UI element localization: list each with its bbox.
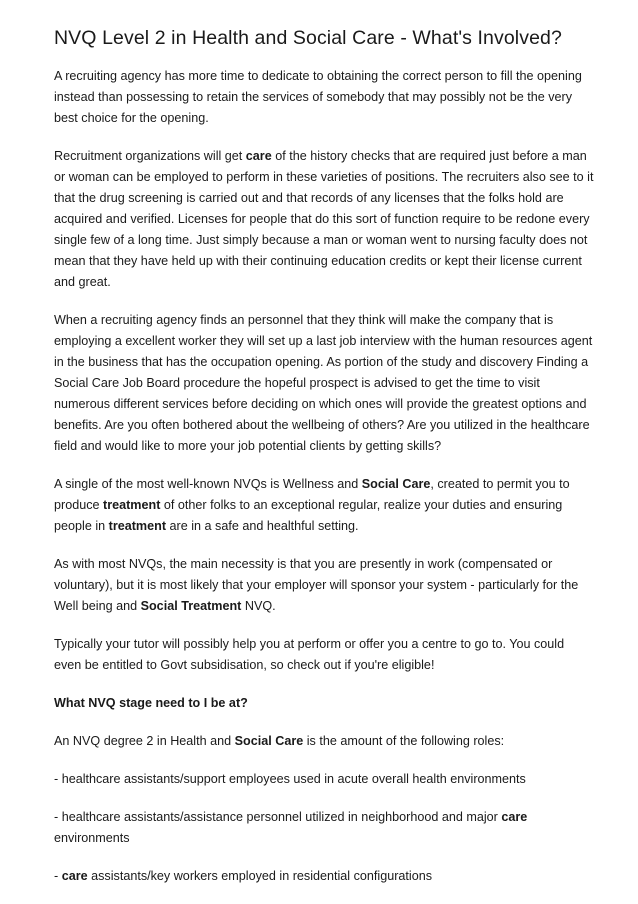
bold-text-run: care (245, 149, 272, 163)
text-run: are in a safe and healthful setting. (166, 519, 359, 533)
list-item-neighborhood-care (54, 807, 594, 849)
bold-text-run: care (501, 810, 528, 824)
bold-text-run: Social Care (361, 477, 431, 491)
text-run: A single of the most well-known NVQs is Wellness and (54, 477, 362, 491)
text-run: - healthcare assistants/assistance personnel utilized in neighborhood and major (54, 810, 502, 824)
text-run: - (54, 869, 62, 883)
paragraph-3: When a recruiting agency finds an personnel that they think will make the company that is employing a excellent worker they will set up a last job interview with the human resources agent in the business that has the occupation opening. As portion of the study and discovery Finding a Social Care Job Board procedure the hopeful prospect is advised to get the time to visit numerous different services before deciding on which ones will provide the greatest options and benefits. Are you often bothered about the wellbeing of others? Are you utilized in the healthcare field and would like to more your job potential clients by getting skills? (54, 313, 593, 453)
text-run: assistants/key workers employed in residential configurations (87, 869, 433, 883)
paragraph-6: Typically your tutor will possibly help you at perform or offer you a centre to go to. You could even be entitled to Govt subsidisation, so check out if you're eligible! (54, 637, 565, 672)
document-page (54, 24, 594, 904)
text-run: NVQ. (241, 599, 276, 613)
bold-text-run: care (61, 869, 88, 883)
text-run: Recruitment organizations will get (54, 149, 246, 163)
text-run: As with most NVQs, the main necessity is that you are presently in work (compensated or voluntary), but it is most likely that your employer will sponsor your system - particularly for the Well being and (54, 557, 579, 613)
document-title: NVQ Level 2 in Health and Social Care - What's Involved? (54, 27, 562, 49)
text-run: An NVQ degree 2 in Health and (54, 734, 235, 748)
paragraph-1: A recruiting agency has more time to dedicate to obtaining the correct person to fill the opening instead than possessing to retain the services of somebody that may possibly not be the very best choice for the opening. (54, 69, 582, 125)
text-run: environments (54, 831, 130, 845)
section-heading: What NVQ stage need to I be at? (54, 696, 248, 710)
text-run: of other folks to an exceptional regular, realize your duties and ensuring people in (54, 498, 563, 533)
list-item-acute-health: - healthcare assistants/support employees used in acute overall health environments (54, 772, 526, 786)
paragraph-5 (54, 554, 594, 617)
paragraph-4 (54, 474, 594, 537)
bold-text-run: treatment (103, 498, 161, 512)
bold-text-run: Social Treatment (140, 599, 242, 613)
text-run: , created to permit you to produce (54, 477, 570, 512)
bold-text-run: treatment (108, 519, 167, 533)
paragraph-2 (54, 146, 594, 293)
paragraph-7 (54, 731, 594, 752)
text-run: of the history checks that are required just before a man or woman can be employed to perform in these varieties of positions. The recruiters also see to it that the drug screening is carried out and that records of any licenses that the folks hold are acquired and verified. Licenses for people that do this sort of function require to be redone every single few of a long time. Just simply because a man or woman went to nursing faculty does not mean that they have held up with their continuing education credits or kept their license current and great. (54, 149, 594, 289)
bold-text-run: Social Care (234, 734, 304, 748)
text-run: is the amount of the following roles: (303, 734, 505, 748)
list-item-residential-care (54, 866, 594, 887)
